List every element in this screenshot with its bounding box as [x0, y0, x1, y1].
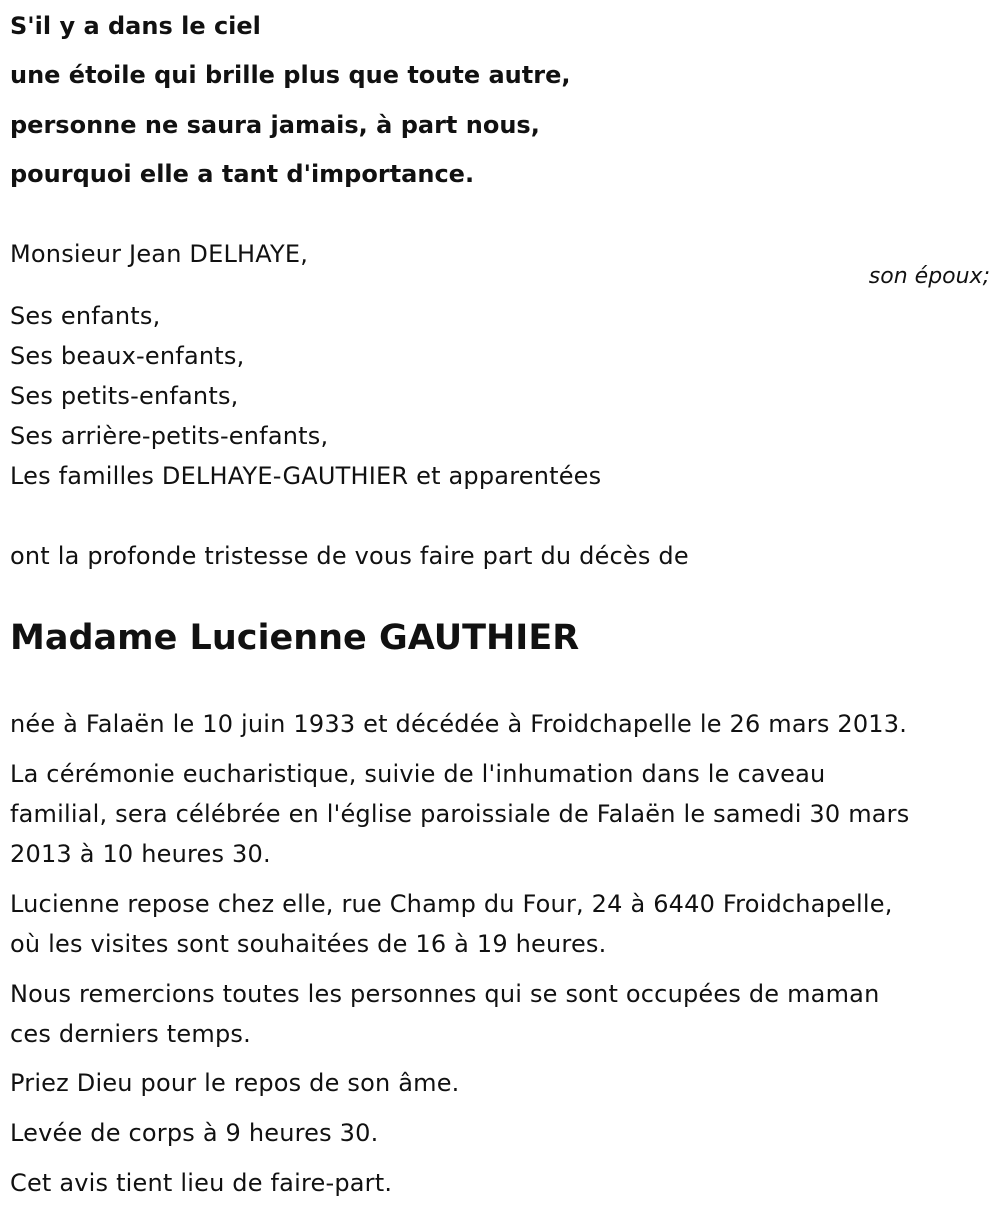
ceremony-block [10, 754, 909, 874]
repose-line-1: Lucienne repose chez elle, rue Champ du Four, 24 à 6440 Froidchapelle, [10, 890, 893, 918]
thanks-line-2: ces derniers temps. [10, 1020, 251, 1048]
details-block [10, 704, 907, 744]
family-line-5: Les familles DELHAYE-GAUTHIER et apparentées [10, 462, 602, 490]
thanks-line-1: Nous remercions toutes les personnes qui se sont occupées de maman [10, 980, 880, 1008]
family-line-1: Ses enfants, [10, 302, 161, 330]
ceremony-line-1: La cérémonie eucharistique, suivie de l'inhumation dans le caveau [10, 760, 826, 788]
ceremony-line-2: familial, sera célébrée en l'église paroissiale de Falaën le samedi 30 mars [10, 800, 910, 828]
levee-line: Levée de corps à 9 heures 30. [10, 1119, 379, 1147]
deceased-name: Madame Lucienne GAUTHIER [10, 618, 580, 658]
spouse-role: son époux; [868, 264, 990, 289]
family-line-3: Ses petits-enfants, [10, 382, 239, 410]
notice-line: Cet avis tient lieu de faire-part. [10, 1169, 393, 1197]
prayer-line: Priez Dieu pour le repos de son âme. [10, 1069, 460, 1097]
levee-block [10, 1113, 378, 1153]
spouse-name: Monsieur Jean DELHAYE, [10, 240, 309, 268]
poem-line-4: pourquoi elle a tant d'importance. [10, 160, 475, 188]
poem-line-2: une étoile qui brille plus que toute autre, [10, 61, 571, 89]
family-line-4: Ses arrière-petits-enfants, [10, 422, 329, 450]
thanks-block [10, 974, 880, 1054]
prayer-block [10, 1063, 460, 1103]
family-line-2: Ses beaux-enfants, [10, 342, 245, 370]
poem-line-3: personne ne saura jamais, à part nous, [10, 111, 540, 139]
ceremony-line-3: 2013 à 10 heures 30. [10, 840, 271, 868]
announcement: ont la profonde tristesse de vous faire part du décès de [10, 542, 689, 570]
poem-line-1: S'il y a dans le ciel [10, 12, 261, 40]
repose-line-2: où les visites sont souhaitées de 16 à 19 heures. [10, 930, 607, 958]
notice-block [10, 1163, 392, 1203]
repose-block [10, 884, 893, 964]
birth-death-line: née à Falaën le 10 juin 1933 et décédée à Froidchapelle le 26 mars 2013. [10, 710, 908, 738]
